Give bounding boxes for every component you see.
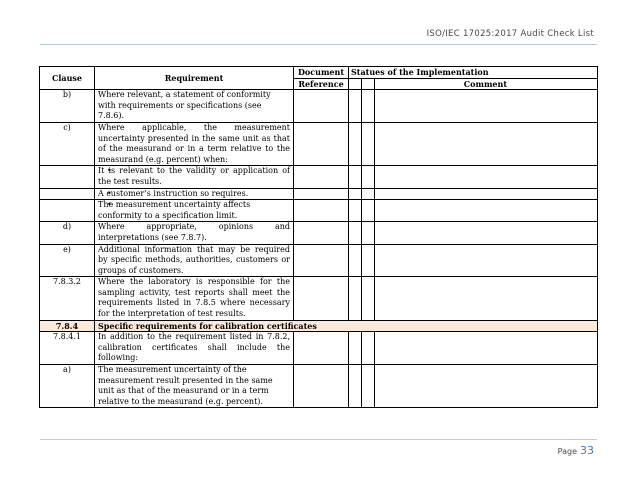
status-cell[interactable]	[362, 244, 375, 277]
clause-cell: b)	[40, 90, 95, 123]
clause-cell	[40, 200, 95, 222]
reference-cell[interactable]	[294, 166, 349, 188]
requirement-cell: Where the laboratory is responsible for the sampling activity, test reports shall meet the requirements listed in 7.8.5 where necessary for the interpretation of test results.	[95, 277, 294, 320]
reference-cell[interactable]	[294, 332, 349, 365]
status-cell[interactable]	[362, 90, 375, 123]
col-header-status: Statues of the Implementation	[349, 67, 598, 79]
table-row	[40, 332, 598, 365]
status-cell[interactable]	[362, 200, 375, 222]
clause-cell	[40, 188, 95, 200]
col-header-requirement: Requirement	[95, 67, 294, 90]
status-cell[interactable]	[362, 332, 375, 365]
reference-cell[interactable]	[294, 365, 349, 408]
status-cell[interactable]	[349, 365, 362, 408]
clause-cell: a)	[40, 365, 95, 408]
col-header-status-1	[349, 78, 362, 90]
footer-divider	[40, 439, 597, 440]
section-heading-row	[40, 320, 598, 332]
requirement-bullet-cell: • It is relevant to the validity or application of the test results.	[95, 166, 294, 188]
status-cell[interactable]	[349, 90, 362, 123]
page-label: Page	[557, 447, 577, 456]
status-cell[interactable]	[362, 188, 375, 200]
reference-cell[interactable]	[294, 188, 349, 200]
comment-cell[interactable]	[375, 200, 598, 222]
status-cell[interactable]	[349, 166, 362, 188]
status-cell[interactable]	[362, 222, 375, 244]
comment-cell[interactable]	[375, 244, 598, 277]
table-row	[40, 166, 598, 188]
requirement-cell: Where applicable, the measurement uncertainty presented in the same unit as that of the measurand or in a term relative to the measurand (e.g. percent) when:	[95, 122, 294, 165]
page-number: 33	[580, 444, 594, 457]
requirement-cell: Additional information that may be required by specific methods, authorities, customers or groups of customers.	[95, 244, 294, 277]
table-row	[40, 277, 598, 320]
comment-cell[interactable]	[375, 90, 598, 123]
status-cell[interactable]	[362, 122, 375, 165]
requirement-bullet-cell: • A customer’s instruction so requires.	[95, 188, 294, 200]
reference-cell[interactable]	[294, 244, 349, 277]
col-header-comment: Comment	[375, 78, 598, 90]
comment-cell[interactable]	[375, 365, 598, 408]
table-row	[40, 244, 598, 277]
status-cell[interactable]	[349, 332, 362, 365]
table-row	[40, 188, 598, 200]
status-cell[interactable]	[349, 200, 362, 222]
clause-cell: 7.8.3.2	[40, 277, 95, 320]
reference-cell[interactable]	[294, 90, 349, 123]
clause-cell: 7.8.4.1	[40, 332, 95, 365]
status-cell[interactable]	[362, 166, 375, 188]
requirement-bullet-cell: • The measurement uncertainty affects conformity to a specification limit.	[95, 200, 294, 222]
clause-cell: c)	[40, 122, 95, 165]
comment-cell[interactable]	[375, 122, 598, 165]
reference-cell[interactable]	[294, 277, 349, 320]
document-header-title: ISO/IEC 17025:2017 Audit Check List	[426, 29, 594, 39]
comment-cell[interactable]	[375, 332, 598, 365]
status-cell[interactable]	[362, 365, 375, 408]
status-cell[interactable]	[349, 222, 362, 244]
comment-cell[interactable]	[375, 277, 598, 320]
comment-cell[interactable]	[375, 222, 598, 244]
table-row	[40, 222, 598, 244]
clause-cell: e)	[40, 244, 95, 277]
table-row	[40, 200, 598, 222]
status-cell[interactable]	[349, 244, 362, 277]
reference-cell[interactable]	[294, 222, 349, 244]
requirement-cell: Where relevant, a statement of conformity with requirements or specifications (see 7.8.6).	[95, 90, 294, 123]
header-divider	[40, 44, 597, 45]
clause-cell	[40, 166, 95, 188]
clause-cell: d)	[40, 222, 95, 244]
col-header-clause: Clause	[40, 67, 95, 90]
audit-checklist-table	[39, 66, 598, 408]
table-row	[40, 122, 598, 165]
reference-cell[interactable]	[294, 200, 349, 222]
section-clause-cell: 7.8.4	[40, 320, 95, 332]
status-cell[interactable]	[362, 277, 375, 320]
status-cell[interactable]	[349, 188, 362, 200]
comment-cell[interactable]	[375, 188, 598, 200]
col-header-status-2	[362, 78, 375, 90]
reference-cell[interactable]	[294, 122, 349, 165]
comment-cell[interactable]	[375, 166, 598, 188]
status-cell[interactable]	[349, 277, 362, 320]
col-header-reference: Reference	[294, 78, 349, 90]
table-header-row	[40, 67, 598, 79]
table-row	[40, 365, 598, 408]
col-header-document: Document	[294, 67, 349, 79]
page-footer	[558, 444, 594, 457]
status-cell[interactable]	[349, 122, 362, 165]
requirement-cell: Where appropriate, opinions and interpretations (see 7.8.7).	[95, 222, 294, 244]
requirement-cell: In addition to the requirement listed in 7.8.2, calibration certificates shall include the following:	[95, 332, 294, 365]
requirement-cell: The measurement uncertainty of the measurement result presented in the same unit as that of the measurand or in a term relative to the measurand (e.g. percent).	[95, 365, 294, 408]
section-title-cell: Specific requirements for calibration certificates	[95, 320, 598, 332]
table-row	[40, 90, 598, 123]
